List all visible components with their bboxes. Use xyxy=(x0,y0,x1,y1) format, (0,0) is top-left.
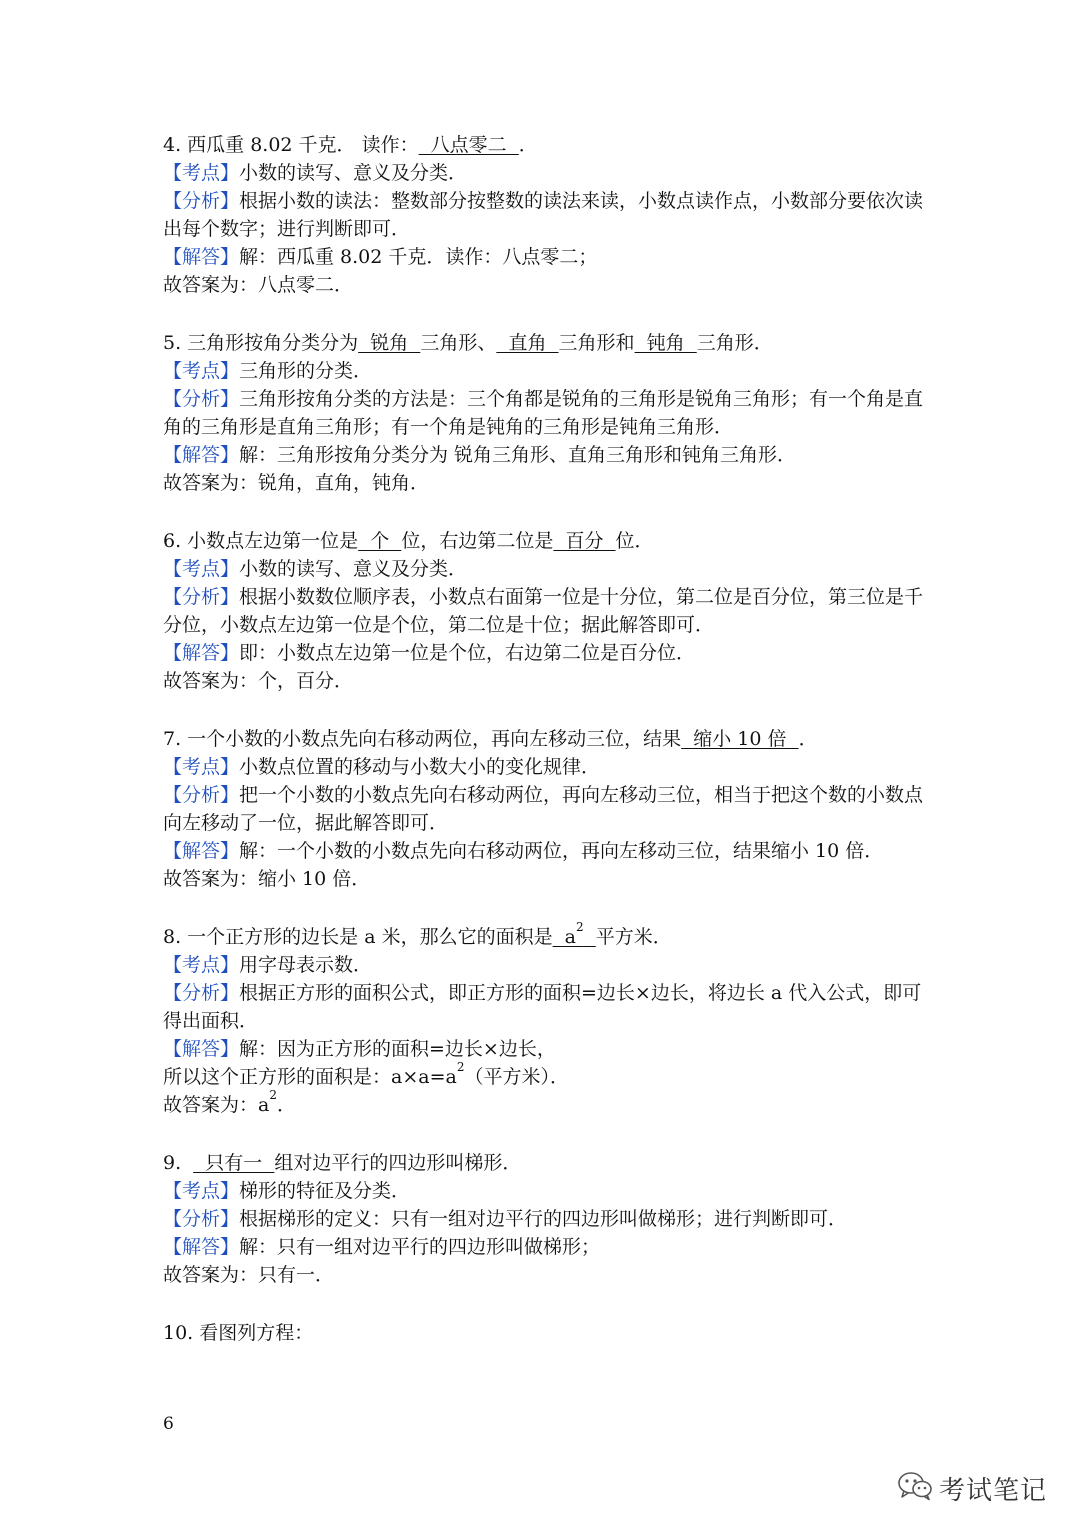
q8-blank-exponent: 2 xyxy=(576,920,584,934)
fenxi-tag: 【分析】 xyxy=(163,586,240,608)
q6-answer-blank-1: 个 xyxy=(358,530,402,552)
q7-jieda-text: 解：一个小数的小数点先向右移动两位，再向左移动三位，结果缩小 10 倍． xyxy=(239,840,884,862)
q4-answer: 故答案为：八点零二． xyxy=(163,274,354,296)
q5-stem xyxy=(163,329,773,357)
q6-fenxi-text-1: 根据小数数位顺序表，小数点右面第一位是十分位，第二位是百分位，第三位是千 xyxy=(239,586,924,608)
q5-answer-blank-2: 直角 xyxy=(496,332,559,354)
page-number: 6 xyxy=(163,1414,174,1434)
q8-answer-end: ． xyxy=(276,1094,296,1116)
watermark xyxy=(897,1470,1047,1507)
q4-kaodian xyxy=(163,159,467,187)
q4-stem xyxy=(163,131,538,159)
q9-answer-blank: 只有一 xyxy=(193,1152,275,1174)
q6-kaodian-text: 小数的读写、意义及分类． xyxy=(239,558,468,580)
q6-fenxi xyxy=(163,583,923,611)
q5-stem-mid-2: 三角形和 xyxy=(558,332,635,354)
q7-kaodian-text: 小数点位置的移动与小数大小的变化规律． xyxy=(239,756,601,778)
kaodian-tag: 【考点】 xyxy=(163,558,240,580)
q6-jieda-text: 即：小数点左边第一位是个位，右边第二位是百分位． xyxy=(239,642,696,664)
q5-fenxi-text-1: 三角形按角分类的方法是：三个角都是锐角的三角形是锐角三角形；有一个角是直 xyxy=(239,388,924,410)
fenxi-tag: 【分析】 xyxy=(163,1208,240,1230)
kaodian-tag: 【考点】 xyxy=(163,162,240,184)
q5-fenxi xyxy=(163,385,923,413)
q6-fenxi-cont: 分位，小数点左边第一位是个位，第二位是十位；据此解答即可． xyxy=(163,614,715,636)
q5-jieda-text: 解：三角形按角分类分为 锐角三角形、直角三角形和钝角三角形． xyxy=(239,444,797,466)
q9-fenxi-text-1: 根据梯形的定义：只有一组对边平行的四边形叫做梯形；进行判断即可． xyxy=(239,1208,848,1230)
q5-answer-blank-1: 锐角 xyxy=(358,332,421,354)
wechat-icon xyxy=(897,1471,933,1506)
q8-stem-end: 平方米． xyxy=(595,926,672,948)
q4-answer-blank: 八点零二 xyxy=(418,134,519,156)
q5-kaodian xyxy=(163,357,372,385)
q7-jieda xyxy=(163,837,883,865)
q4-fenxi-text-1: 根据小数的读法：整数部分按整数的读法来读，小数点读作点，小数部分要依次读 xyxy=(239,190,924,212)
q5-answer-blank-3: 钝角 xyxy=(634,332,697,354)
q4-stem-text: 4. 西瓜重 8.02 千克． 读作： xyxy=(163,134,419,156)
q5-fenxi-cont: 角的三角形是直角三角形；有一个角是钝角的三角形是钝角三角形． xyxy=(163,416,734,438)
q4-jieda xyxy=(163,243,597,271)
q8-fenxi-cont: 得出面积． xyxy=(163,1010,259,1032)
q6-answer-blank-2: 百分 xyxy=(553,530,616,552)
q9-jieda xyxy=(163,1233,600,1261)
q6-answer: 故答案为：个，百分． xyxy=(163,670,354,692)
q8-blank-tail xyxy=(584,926,596,948)
q8-stem-text: 8. 一个正方形的边长是 a 米，那么它的面积是 xyxy=(163,926,553,948)
q8-kaodian xyxy=(163,951,372,979)
q9-stem-number: 9. xyxy=(163,1152,194,1174)
q8-answer xyxy=(163,1088,296,1119)
q7-answer-blank: 缩小 10 倍 xyxy=(681,728,799,750)
q9-jieda-text: 解：只有一组对边平行的四边形叫做梯形； xyxy=(239,1236,601,1258)
q8-jieda xyxy=(163,1035,556,1063)
fenxi-tag: 【分析】 xyxy=(163,784,240,806)
q5-kaodian-text: 三角形的分类． xyxy=(239,360,373,382)
q7-fenxi-text-1: 把一个小数的小数点先向右移动两位，再向左移动三位，相当于把这个数的小数点 xyxy=(239,784,924,806)
jieda-tag: 【解答】 xyxy=(163,246,240,268)
fenxi-tag: 【分析】 xyxy=(163,190,240,212)
kaodian-tag: 【考点】 xyxy=(163,756,240,778)
q9-kaodian-text: 梯形的特征及分类． xyxy=(239,1180,411,1202)
q5-answer: 故答案为：锐角，直角，钝角． xyxy=(163,472,430,494)
jieda-tag: 【解答】 xyxy=(163,444,240,466)
q8-answer-blank xyxy=(552,920,596,948)
fenxi-tag: 【分析】 xyxy=(163,388,240,410)
q6-stem-end: 位． xyxy=(615,530,654,552)
q6-stem-text: 6. 小数点左边第一位是 xyxy=(163,530,359,552)
kaodian-tag: 【考点】 xyxy=(163,360,240,382)
q5-jieda xyxy=(163,441,796,469)
q9-stem xyxy=(163,1149,521,1177)
q6-jieda xyxy=(163,639,695,667)
q8-jieda-cont xyxy=(163,1060,569,1091)
q9-answer: 故答案为：只有一． xyxy=(163,1264,335,1286)
q8-answer-text: 故答案为：a xyxy=(163,1094,270,1116)
jieda-tag: 【解答】 xyxy=(163,1038,240,1060)
q8-area-exponent: 2 xyxy=(456,1060,465,1074)
q4-fenxi-cont: 出每个数字；进行判断即可． xyxy=(163,218,411,240)
watermark-text: 考试笔记 xyxy=(939,1476,1048,1506)
q6-stem-mid: 位，右边第二位是 xyxy=(401,530,554,552)
q8-stem xyxy=(163,920,672,951)
q6-stem xyxy=(163,527,654,555)
q9-fenxi xyxy=(163,1205,847,1233)
q8-area-unit: （平方米）． xyxy=(464,1066,569,1088)
q8-fenxi-text-1: 根据正方形的面积公式，即正方形的面积=边长×边长，将边长 a 代入公式，即可 xyxy=(239,982,922,1004)
q10-stem: 10. 看图列方程： xyxy=(163,1322,314,1344)
q4-jieda-text: 解：西瓜重 8.02 千克．读作：八点零二； xyxy=(239,246,598,268)
jieda-tag: 【解答】 xyxy=(163,642,240,664)
fenxi-tag: 【分析】 xyxy=(163,982,240,1004)
q4-fenxi xyxy=(163,187,923,215)
q8-kaodian-text: 用字母表示数． xyxy=(239,954,373,976)
kaodian-tag: 【考点】 xyxy=(163,954,240,976)
q7-stem-end: ． xyxy=(798,728,818,750)
q8-fenxi xyxy=(163,979,921,1007)
q7-fenxi-cont: 向左移动了一位，据此解答即可． xyxy=(163,812,449,834)
q7-stem xyxy=(163,725,818,753)
q7-fenxi xyxy=(163,781,923,809)
q8-blank-base: a xyxy=(552,926,576,948)
jieda-tag: 【解答】 xyxy=(163,1236,240,1258)
q8-jieda-text: 解：因为正方形的面积=边长×边长， xyxy=(239,1038,556,1060)
q7-stem-text: 7. 一个小数的小数点先向右移动两位，再向左移动三位，结果 xyxy=(163,728,682,750)
q6-kaodian xyxy=(163,555,467,583)
q7-answer: 故答案为：缩小 10 倍． xyxy=(163,868,371,890)
q5-stem-text: 5. 三角形按角分类分为 xyxy=(163,332,359,354)
q7-kaodian xyxy=(163,753,600,781)
q4-stem-end: ． xyxy=(518,134,538,156)
q9-kaodian xyxy=(163,1177,410,1205)
q4-kaodian-text: 小数的读写、意义及分类． xyxy=(239,162,468,184)
q5-stem-mid-1: 三角形、 xyxy=(420,332,497,354)
q8-answer-exponent: 2 xyxy=(269,1088,277,1102)
kaodian-tag: 【考点】 xyxy=(163,1180,240,1202)
q5-stem-end: 三角形． xyxy=(696,332,773,354)
jieda-tag: 【解答】 xyxy=(163,840,240,862)
q8-area-formula: 所以这个正方形的面积是：a×a=a xyxy=(163,1066,457,1088)
q9-stem-text: 组对边平行的四边形叫梯形． xyxy=(274,1152,522,1174)
